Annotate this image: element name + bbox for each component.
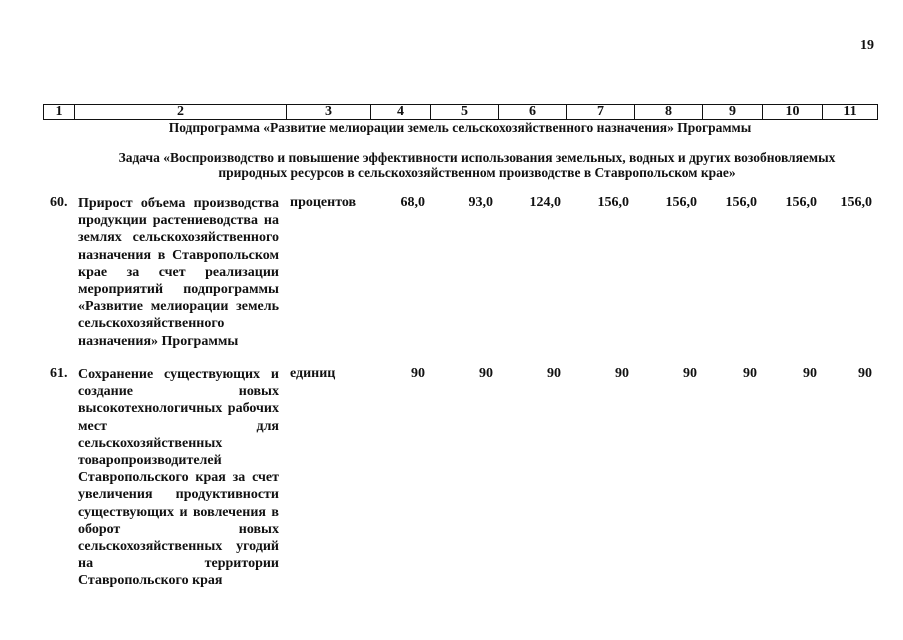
column-number: 7 bbox=[567, 105, 635, 120]
row-number: 60. bbox=[50, 195, 68, 210]
task-title-line: Задача «Воспроизводство и повышение эффективности использования земельных, водных и других возобновляемых bbox=[118, 150, 836, 165]
column-number: 1 bbox=[44, 105, 75, 120]
row-value: 90 bbox=[411, 366, 425, 381]
row-value: 156,0 bbox=[840, 195, 872, 210]
column-number: 3 bbox=[287, 105, 371, 120]
subprogram-title: Подпрограмма «Развитие мелиорации земель сельскохозяйственного назначения» Программы bbox=[168, 120, 752, 135]
row-value: 90 bbox=[803, 366, 817, 381]
row-value: 156,0 bbox=[725, 195, 757, 210]
task-title-line: природных ресурсов в сельскохозяйственном производстве в Ставропольском крае» bbox=[218, 165, 736, 180]
column-numbers-header bbox=[43, 104, 878, 120]
page-number: 19 bbox=[860, 38, 874, 53]
row-value: 90 bbox=[547, 366, 561, 381]
row-description: Прирост объема производства продукции растениеводства на землях сельскохозяйственного назначения в Ставропольском крае за счет реализации мероприятий подпрограммы «Развитие мелиорации земель сельскохозяйственного назначения» Программы bbox=[78, 196, 279, 349]
column-number: 5 bbox=[431, 105, 499, 120]
row-value: 90 bbox=[479, 366, 493, 381]
row-unit: единиц bbox=[290, 366, 336, 381]
column-number: 9 bbox=[703, 105, 763, 120]
row-value: 156,0 bbox=[597, 195, 629, 210]
row-value: 93,0 bbox=[468, 195, 493, 210]
row-value: 90 bbox=[683, 366, 697, 381]
row-value: 68,0 bbox=[400, 195, 425, 210]
column-number: 10 bbox=[763, 105, 823, 120]
row-value: 90 bbox=[615, 366, 629, 381]
column-number: 4 bbox=[371, 105, 431, 120]
column-number: 6 bbox=[499, 105, 567, 120]
row-value: 124,0 bbox=[529, 195, 561, 210]
row-unit: процентов bbox=[290, 195, 357, 210]
column-number: 8 bbox=[635, 105, 703, 120]
row-number: 61. bbox=[50, 366, 68, 381]
row-value: 90 bbox=[858, 366, 872, 381]
column-number: 2 bbox=[75, 105, 287, 120]
column-number: 11 bbox=[823, 105, 878, 120]
row-value: 156,0 bbox=[665, 195, 697, 210]
row-value: 156,0 bbox=[785, 195, 817, 210]
row-value: 90 bbox=[743, 366, 757, 381]
task-title bbox=[60, 150, 894, 180]
row-description: Сохранение существующих и создание новых высокотехнологичных рабочих мест для сельскохозяйственных товаропроизводителей Ставропольского края за счет увеличения продуктивности существующих и вовлечения в оборот новых сельскохозяйственных угодий на территории Ставропольского края bbox=[78, 367, 279, 589]
